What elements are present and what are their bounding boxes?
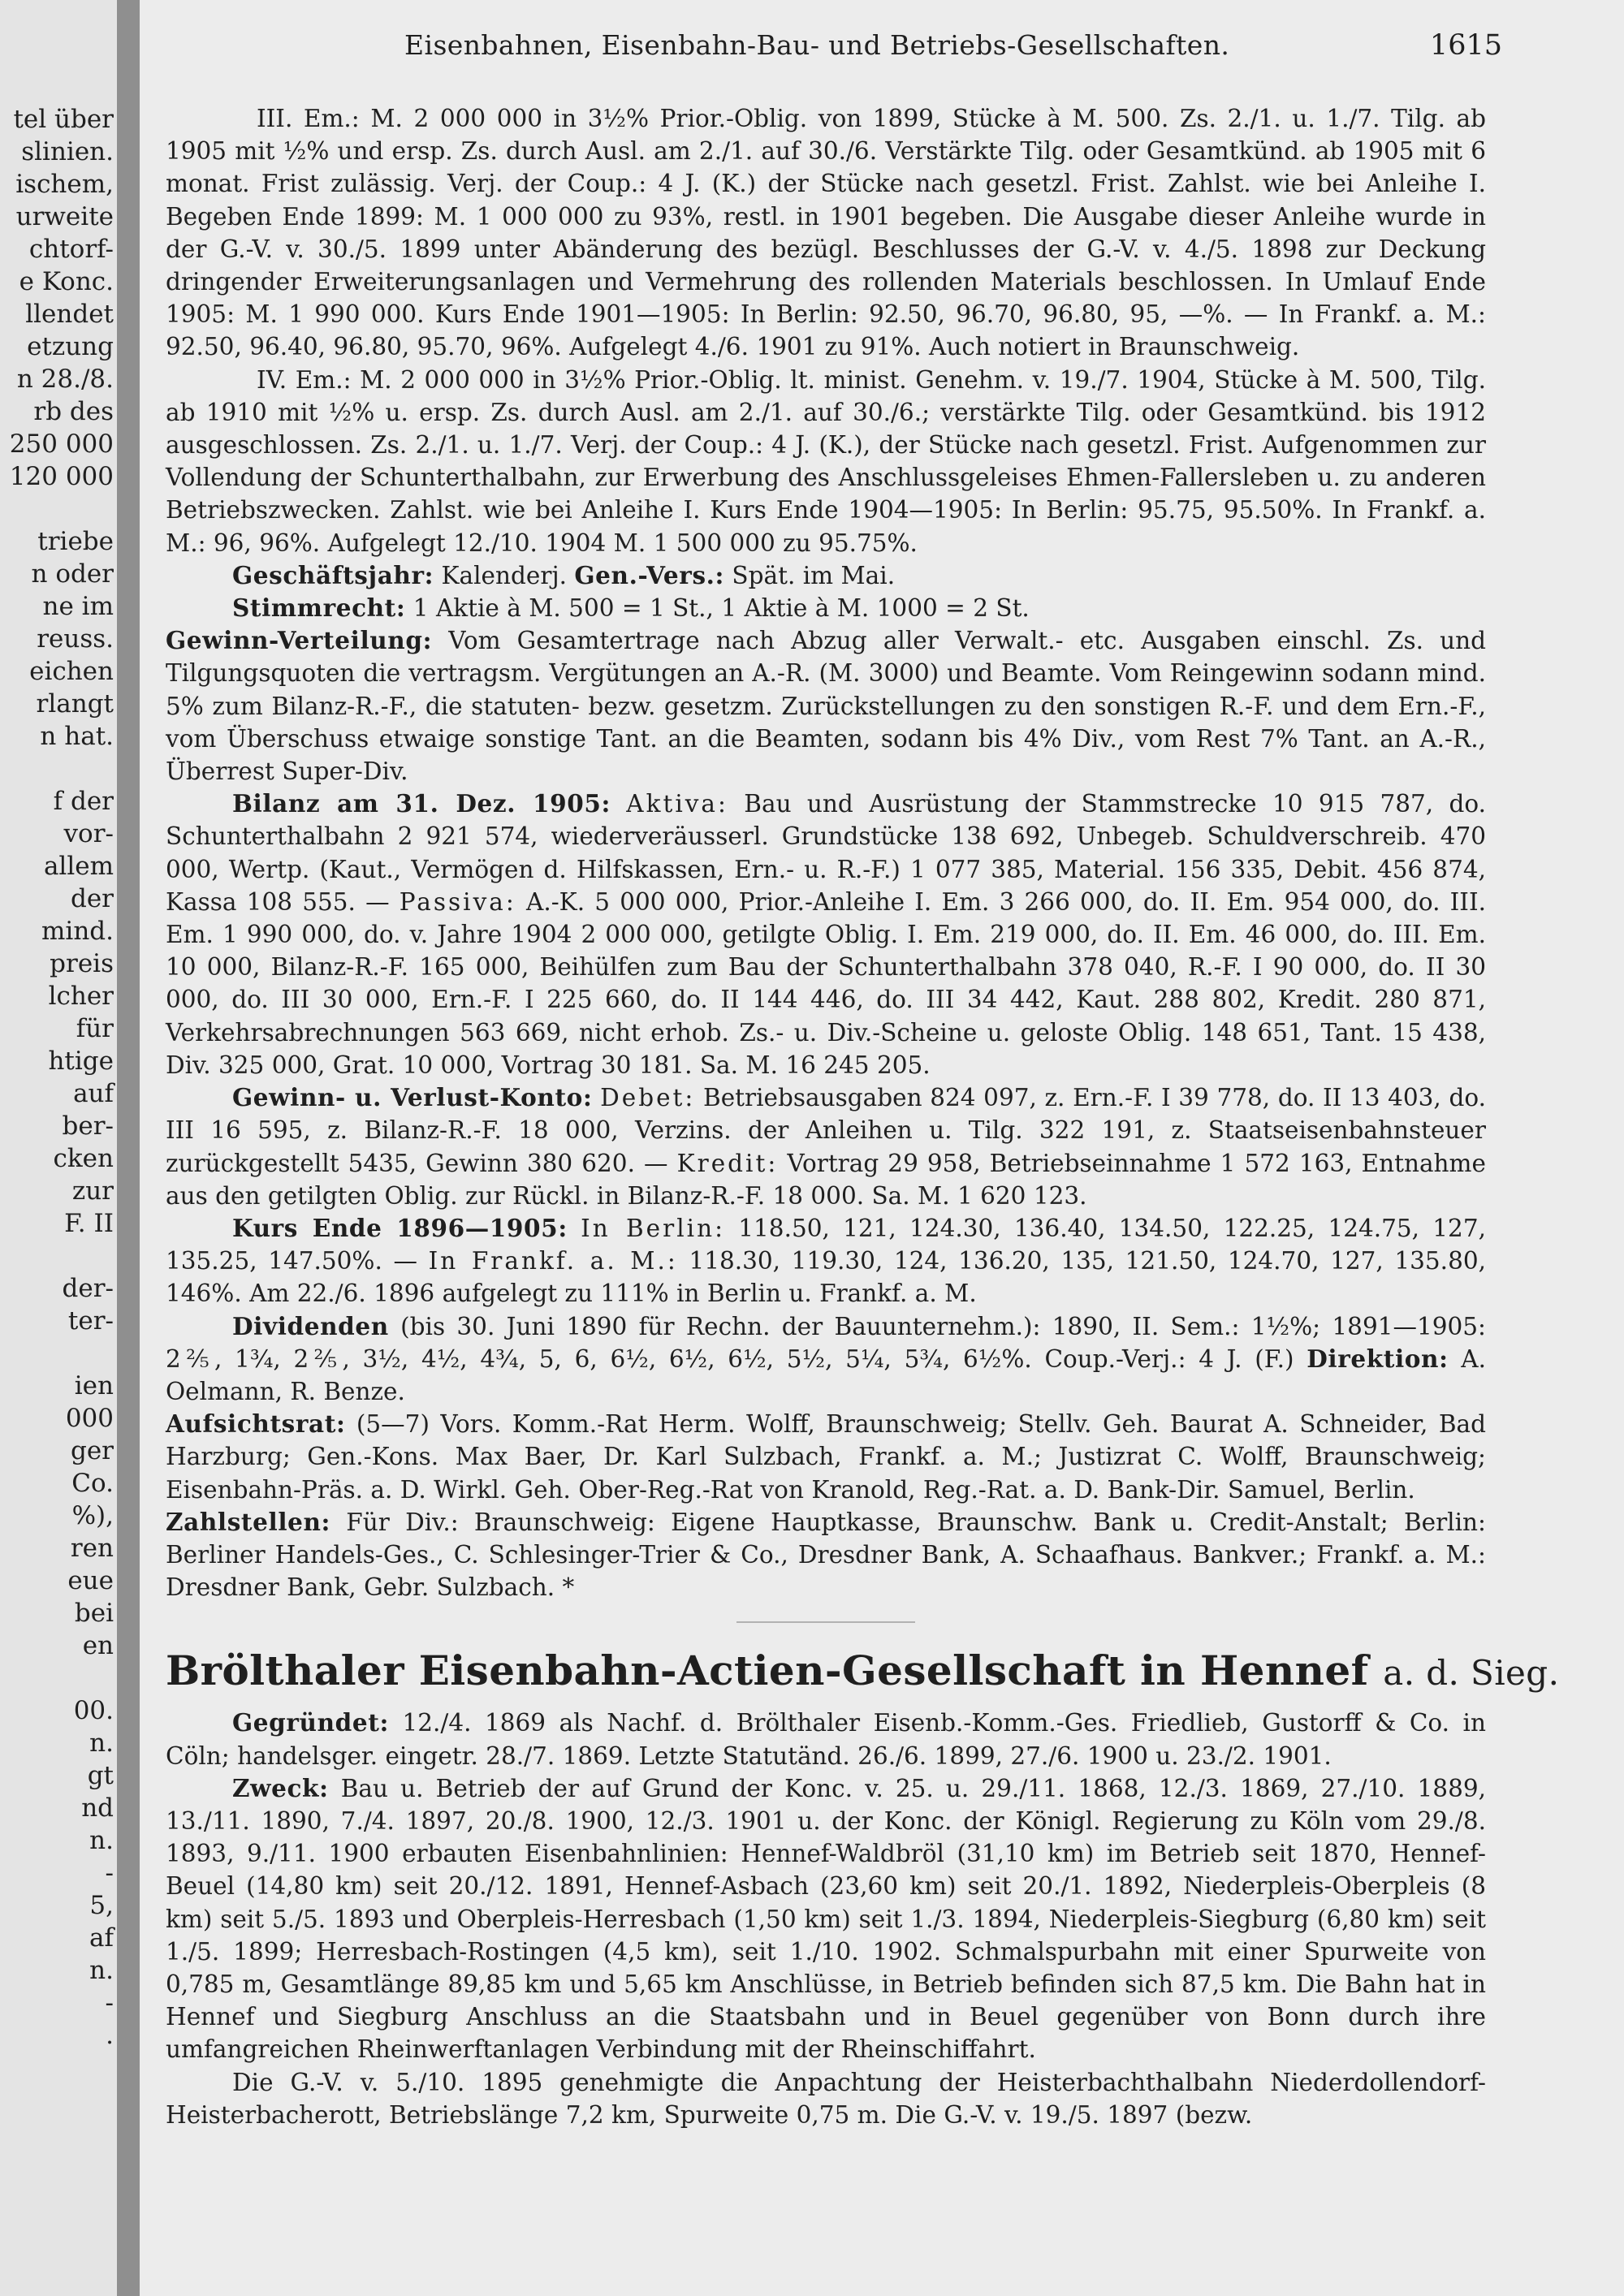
margin-fragment: %), [71, 1501, 114, 1530]
margin-fragment: ne im [42, 592, 114, 621]
bilanz-label: Bilanz am 31. Dez. 1905: [232, 789, 611, 818]
zahlstellen-text: Für Div.: Braunschweig: Eigene Hauptkasse, Braunschw. Bank u. Credit-Anstalt; Berlin: Berliner Handels-Ges., C. Schlesinger-Trier & Co., Dresdner Bank, A. Schaafhaus. Bankver.; Frankf. a. M.: Dresdner Bank, Gebr. Sulzbach. * [166, 1508, 1486, 1602]
gen-vers-text: Spät. im Mai. [732, 561, 896, 589]
margin-fragment: allem [43, 852, 114, 881]
margin-fragment: nd [81, 1793, 114, 1823]
margin-fragment: e Konc. [19, 267, 114, 296]
margin-fragment: - [105, 1988, 114, 2018]
margin-fragment: etzung [27, 332, 114, 361]
margin-fragment: rb des [33, 397, 114, 426]
margin-fragment: für [76, 1014, 114, 1043]
kurs-berlin-text: 118.50, 121, 124.30, 136.40, 134.50, 122.25, 124.75, 127, 135.25, 147.50%. — [166, 1214, 1486, 1275]
margin-fragment: rlangt [36, 689, 114, 719]
company-heading [166, 1644, 1560, 1700]
margin-fragment: htige [48, 1047, 114, 1076]
margin-fragment: cken [53, 1144, 114, 1173]
kredit-label: Kredit: [676, 1149, 779, 1177]
passiva-text: A.-K. 5 000 000, Prior.-Anleihe I. Em. 3 266 000, do. II. Em. 954 000, do. III. Em. 1 990 000, do. v. Jahre 1904 2 000 000, getilgte Oblig. I. Em. 219 000, do. II. Em. 46 000, do. III. Em. 10 000, Bilanz-R.-F. 165 000, Beihülfen zum Bau der Schunterthalbahn 378 040, R.-F. I 90 000, do. II 30 000, do. III 30 000, Ern.-F. I 225 660, do. II 144 446, do. III 34 442, Kaut. 288 802, Kredit. 280 871, Verkehrsabrechnungen 563 669, nicht erhob. Zs.- u. Div.-Scheine u. geloste Oblig. 148 651, Tant. 15 438, Div. 325 000, Grat. 10 000, Vortrag 30 181. Sa. M. 16 245 205. [166, 887, 1486, 1079]
margin-fragment: f der [53, 787, 114, 816]
gen-vers-label: Gen.-Vers.: [574, 560, 725, 589]
margin-fragment: llendet [25, 300, 114, 329]
zweck-label: Zweck: [232, 1773, 329, 1802]
margin-fragment: zur [71, 1176, 114, 1206]
kurs-frankfurt-label: In Frankf. a. M.: [428, 1247, 678, 1275]
gewinn-verlust-block [166, 1081, 1486, 1212]
margin-fragment: triebe [37, 527, 114, 556]
debet-text: Betriebsausgaben 824 097, z. Ern.-F. I 39 778, do. II 13 403, do. III 16 595, z. Bilanz-R.-F. 18 000, Verzins. der Anleihen u. Tilg. 322 191, z. Staatseisenbahnsteuer zurückgestellt 5435, Gewinn 380 620. — [166, 1084, 1486, 1177]
margin-fragment: lcher [48, 982, 114, 1011]
zweck-block [166, 1772, 1486, 2066]
margin-fragment: 5, [89, 1891, 114, 1920]
margin-fragment: reuss. [37, 624, 114, 654]
margin-fragment: F. II [64, 1209, 114, 1238]
margin-fragment: der [70, 884, 114, 913]
adjacent-page-fragment [0, 0, 117, 2296]
margin-fragment: n. [89, 1956, 114, 1985]
margin-fragment: mind. [41, 917, 114, 946]
section-divider [736, 1621, 915, 1623]
margin-fragment: vor- [63, 819, 114, 848]
dividenden-text: (bis 30. Juni 1890 für Rechn. der Bauunternehm.): 1890, II. Sem.: 1½%; 1891—1905: 2⅖, 1¾, 2⅖, 3½, 4½, 4¾, 5, 6, 6½, 6½, 6½, 5½, 5¼, 5¾, 6½%. Coup.-Verj.: 4 J. (F.) [166, 1312, 1486, 1373]
page-number: 1615 [1429, 29, 1502, 62]
margin-fragment: af [89, 1923, 114, 1953]
margin-fragment: ischem, [15, 170, 114, 199]
margin-fragment: n. [89, 1826, 114, 1855]
margin-fragment: 120 000 [9, 462, 114, 491]
margin-fragment: ren [70, 1534, 114, 1563]
gegruendet-block [166, 1707, 1486, 1772]
margin-fragment: chtorf- [28, 235, 114, 264]
margin-fragment: tel über [13, 105, 114, 134]
margin-fragment: der- [62, 1274, 114, 1303]
gegruendet-text: 12./4. 1869 als Nachf. d. Brölthaler Eisenb.-Komm.-Ges. Friedlieb, Gustorff & Co. in Cöln; handelsger. eingetr. 28./7. 1869. Letzte Statutänd. 26./6. 1899, 27./6. 1900 u. 23./2. 1901. [166, 1709, 1486, 1770]
geschaeftsjahr-label: Geschäftsjahr: [232, 560, 434, 589]
zweck-text: Bau u. Betrieb der auf Grund der Konc. v. 25. u. 29./11. 1868, 12./3. 1869, 27./10. 1889, 13./11. 1890, 7./4. 1897, 20./8. 1900, 12./3. 1901 u. der Konc. der Königl. Regierung zu Köln vom 29./8. 1893, 9./11. 1900 erbauten Eisenbahnlinien: Hennef-Waldbröl (31,10 km) im Betrieb seit 1870, Hennef-Beuel (14,80 km) seit 20./12. 1891, Hennef-Asbach (23,60 km) seit 20./1. 1892, Niederpleis-Oberpleis (8 km) seit 5./5. 1893 und Oberpleis-Herresbach (1,50 km) seit 1./3. 1894, Niederpleis-Siegburg (6,80 km) seit 1./5. 1899; Herresbach-Rostingen (4,5 km), seit 1./10. 1902. Schmalspurbahn mit einer Spurweite von 0,785 m, Gesamtlänge 89,85 km und 5,65 km Anschlüsse, in Betrieb befinden sich 87,5 km. Die Bahn hat in Hennef und Siegburg Anschluss an die Staatsbahn und in Beuel gegenüber von Bonn durch ihre umfangreichen Rheinwerftanlagen Verbindung mit der Rheinschiffahrt. [166, 1774, 1486, 2064]
margin-fragment: preis [50, 949, 114, 978]
margin-fragment: n oder [31, 559, 114, 589]
dividenden-label: Dividenden [232, 1311, 389, 1340]
book-gutter [117, 0, 140, 2296]
kurs-berlin-label: In Berlin: [581, 1214, 726, 1242]
margin-fragment: eue [67, 1566, 114, 1595]
passiva-label: Passiva: [399, 887, 516, 916]
margin-fragment: slinien. [21, 137, 114, 166]
kurs-block [166, 1212, 1486, 1310]
margin-fragment: 000 [65, 1404, 114, 1433]
stimmrecht-line [166, 592, 1486, 624]
running-title: Eisenbahnen, Eisenbahn-Bau- und Betriebs-Gesellschaften. [404, 29, 1230, 61]
company-name: Brölthaler Eisenbahn-Actien-Gesellschaft in Hennef [166, 1646, 1369, 1695]
margin-fragment: Co. [71, 1469, 114, 1498]
gegruendet-label: Gegründet: [232, 1708, 389, 1737]
margin-fragment: n. [89, 1728, 114, 1758]
margin-fragment: auf [73, 1079, 114, 1108]
margin-fragment: eichen [29, 657, 114, 686]
margin-fragment: - [105, 1858, 114, 1888]
margin-fragment: ger [70, 1436, 114, 1465]
margin-fragment: n hat. [40, 722, 114, 751]
margin-fragment: n 28./8. [16, 365, 114, 394]
loan-em-3: III. Em.: M. 2 000 000 in 3½% Prior.-Oblig. von 1899, Stücke à M. 500. Zs. 2./1. u. 1./7. Tilg. ab 1905 mit ½% und ersp. Zs. durch Ausl. am 2./1. auf 30./6. Verstärkte Tilg. oder Gesamtkünd. ab 1905 mit 6 monat. Frist zulässig. Verj. der Coup.: 4 J. (K.) der Stücke nach gesetzl. Frist. Zahlst. wie bei Anleihe I. Begeben Ende 1899: M. 1 000 000 zu 93%, restl. in 1901 begeben. Die Ausgabe dieser Anleihe wurde in der G.-V. v. 30./5. 1899 unter Abänderung des bezügl. Beschlusses der G.-V. v. 4./5. 1898 zur Deckung dringender Erweiterungsanlagen und Vermehrung des rollenden Materials beschlossen. In Umlauf Ende 1905: M. 1 990 000. Kurs Ende 1901—1905: In Berlin: 92.50, 96.70, 96.80, 95, —%. — In Frankf. a. M.: 92.50, 96.40, 96.80, 95.70, 96%. Aufgelegt 4./6. 1901 zu 91%. Auch notiert in Braunschweig. [166, 105, 1486, 361]
margin-fragment: . [106, 2021, 114, 2050]
margin-fragment: gt [87, 1761, 114, 1790]
running-head [268, 29, 1502, 67]
margin-fragment: ter- [67, 1306, 114, 1336]
margin-fragment: ien [74, 1371, 114, 1400]
margin-fragment: ber- [62, 1111, 114, 1141]
margin-fragment: urweite [15, 202, 114, 231]
aufsichtsrat-text: (5—7) Vors. Komm.-Rat Herm. Wolff, Braunschweig; Stellv. Geh. Baurat A. Schneider, Bad Harzburg; Gen.-Kons. Max Baer, Dr. Karl Sulzbach, Frankf. a. M.; Justizrat C. Wolff, Braunschweig; Eisenbahn-Präs. a. D. Wirkl. Geh. Ober-Reg.-Rat von Kranold, Reg.-Rat. a. D. Bank-Dir. Samuel, Berlin. [166, 1410, 1486, 1504]
stimmrecht-label: Stimmrecht: [232, 593, 406, 623]
direktion-label: Direktion: [1307, 1344, 1449, 1373]
gewinn-verteilung-block [166, 624, 1486, 788]
geschaeftsjahr-text: Kalenderj. [441, 561, 567, 589]
aufsichtsrat-label: Aufsichtsrat: [166, 1409, 346, 1439]
zahlstellen-label: Zahlstellen: [166, 1507, 331, 1536]
page-content [166, 102, 1560, 2131]
company-location: a. d. Sieg. [1383, 1653, 1560, 1694]
aktiva-label: Aktiva: [626, 790, 728, 818]
margin-fragment: 00. [73, 1696, 114, 1725]
dividenden-block [166, 1310, 1486, 1409]
zahlstellen-block [166, 1506, 1486, 1604]
loan-em-4: IV. Em.: M. 2 000 000 in 3½% Prior.-Oblig. lt. minist. Genehm. v. 19./7. 1904, Stücke à M. 500, Tilg. ab 1910 mit ½% u. ersp. Zs. durch Ausl. am 2./1. auf 30./6.; verstärkte Tilg. oder Gesamtkünd. bis 1912 ausgeschlossen. Zs. 2./1. u. 1./7. Verj. der Coup.: 4 J. (K.), der Stücke nach gesetzl. Frist. Aufgenommen zur Vollendung der Schunterthalbahn, zur Erwerbung des Anschlussgeleises Ehmen-Fallersleben u. zu anderen Betriebszwecken. Zahlst. wie bei Anleihe I. Kurs Ende 1904—1905: In Berlin: 95.75, 95.50%. In Frankf. a. M.: 96, 96%. Aufgelegt 12./10. 1904 M. 1 500 000 zu 95.75%. [166, 365, 1486, 557]
aktiva-text: Bau und Ausrüstung der Stammstrecke 10 915 787, do. Schunterthalbahn 2 921 574, wiederveräusserl. Grundstücke 138 692, Unbegeb. Schuldverschreib. 470 000, Wertp. (Kaut., Vermögen d. Hilfskassen, Ern.- u. R.-F.) 1 077 385, Material. 156 335, Debit. 456 874, Kassa 108 555. — [166, 790, 1486, 916]
gv-block: Die G.-V. v. 5./10. 1895 genehmigte die Anpachtung der Heisterbachthalbahn Niederdollendorf-Heisterbacherott, Betriebslänge 7,2 km, Spurweite 0,75 m. Die G.-V. v. 19./5. 1897 (bezw. [166, 2068, 1486, 2129]
gewinn-verlust-label: Gewinn- u. Verlust-Konto: [232, 1083, 593, 1112]
margin-fragment: en [82, 1631, 114, 1660]
direktion-text: A. Oelmann, R. Benze. [166, 1344, 1486, 1405]
kurs-frankfurt-text: 118.30, 119.30, 124, 136.20, 135, 121.50, 124.70, 127, 135.80, 146%. Am 22./6. 1896 aufgelegt zu 111% in Berlin u. Frankf. a. M. [166, 1247, 1486, 1308]
debet-label: Debet: [600, 1084, 696, 1112]
stimmrecht-text: 1 Aktie à M. 500 = 1 St., 1 Aktie à M. 1000 = 2 St. [412, 594, 1030, 623]
margin-fragment: bei [74, 1599, 114, 1628]
margin-fragment: 250 000 [9, 429, 114, 459]
gewinn-verteilung-text: Vom Gesamtertrage nach Abzug aller Verwalt.- etc. Ausgaben einschl. Zs. und Tilgungsquoten die vertragsm. Vergütungen an A.-R. (M. 3000) und Beamte. Vom Reingewinn sodann mind. 5% zum Bilanz-R.-F., die statuten- bezw. gesetzm. Zurückstellungen zu den sonstigen R.-F. und dem Ern.-F., vom Überschuss etwaige sonstige Tant. an die Beamten, sodann bis 4% Div., vom Rest 7% Tant. an A.-R., Überrest Super-Div. [166, 627, 1486, 786]
kurs-label: Kurs Ende 1896—1905: [232, 1213, 568, 1242]
kredit-text: Vortrag 29 958, Betriebseinnahme 1 572 163, Entnahme aus den getilgten Oblig. zur Rückl. in Bilanz-R.-F. 18 000. Sa. M. 1 620 123. [166, 1149, 1486, 1210]
gewinn-verteilung-label: Gewinn-Verteilung: [166, 626, 433, 655]
bilanz-block [166, 788, 1486, 1081]
geschaeftsjahr-line [166, 559, 1486, 592]
aufsichtsrat-block [166, 1408, 1486, 1506]
